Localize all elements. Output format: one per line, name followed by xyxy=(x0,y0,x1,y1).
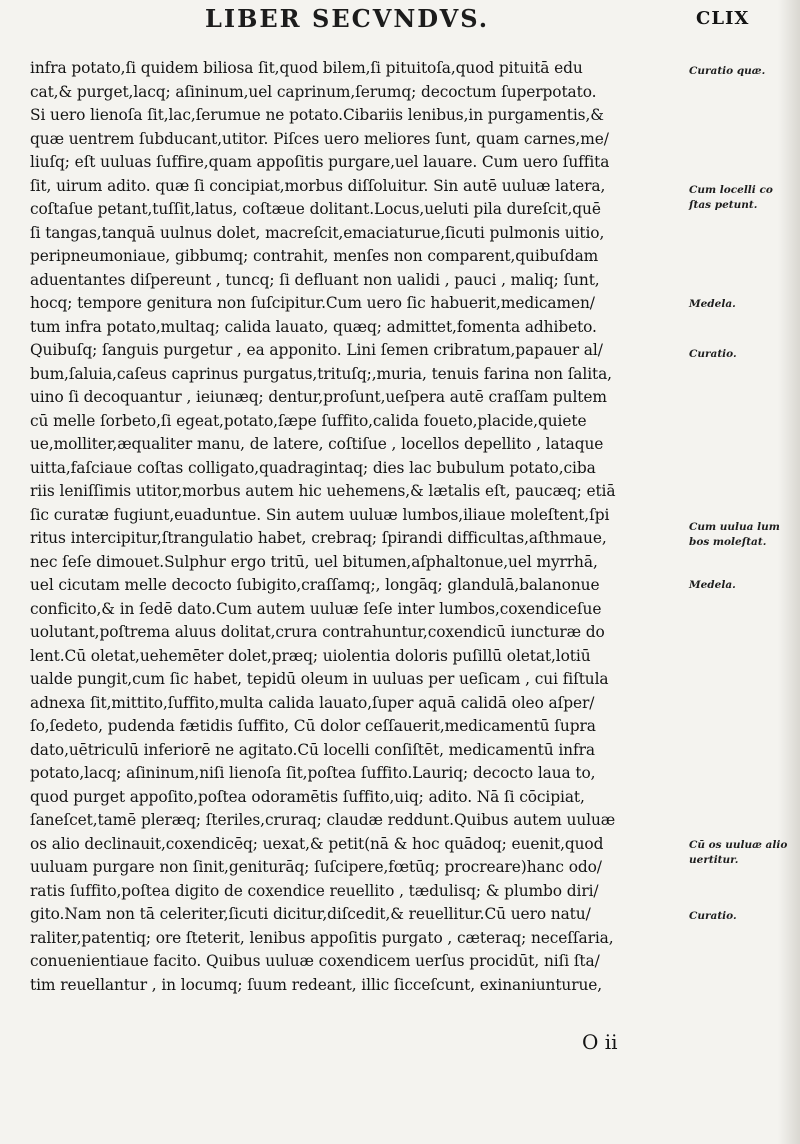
facing-page-shadow xyxy=(778,0,800,1144)
text-line: liuſq; eſt uuluas ſuffire,quam appoſitis purgare,uel lauare. Cum uero ſuffita xyxy=(30,153,610,171)
text-line: uolutant,poſtrema aluus dolitat,crura contrahuntur,coxendicū iuncturæ do xyxy=(30,623,605,641)
text-line: coſtaſue petant,tuſſit,latus, coſtæue dolitant.Locus,ueluti pila dureſcit,quē xyxy=(30,200,601,218)
text-line: raliter,patentiq; ore ſteterit, lenibus appoſitis purgato , cæteraq; neceſſaria, xyxy=(30,928,614,947)
text-line: dato,uētriculū inferiorē ne agitato.Cū locelli conſiſtēt, medicamentū infra xyxy=(30,740,595,759)
folio-number: CLIX xyxy=(696,8,750,29)
text-line: ratis ſuffito,poſtea digito de coxendice reuellito , tædulisq; & plumbo diri/ xyxy=(30,881,599,900)
text-line: quæ uentrem ſubducant,utitor. Piſces uero meliores ſunt, quam carnes,me/ xyxy=(30,129,609,148)
text-line: ualde pungit,cum ſic habet, tepidū oleum in uuluas per ueſicam , cui fiſtula xyxy=(30,670,609,688)
margin-note-locelli: Cum locelli co ſtas petunt. xyxy=(689,184,773,211)
text-line: riis leniſſimis utitor,morbus autem hic uehemens,& lætalis eſt, paucæq; etiā xyxy=(30,482,616,500)
main-text-block xyxy=(30,57,682,997)
text-line: ſaneſcet,tamē pleræq; ſteriles,cruraq; claudæ reddunt.Quibus autem uuluæ xyxy=(30,811,616,829)
text-line: infra potato,ſi quidem biliosa ſit,quod bilem,ſi pituitoſa,quod pituitā edu xyxy=(30,59,583,77)
text-line: conficito,& in ſedē dato.Cum autem uuluæ ſeſe inter lumbos,coxendiceſue xyxy=(30,599,602,618)
text-line: bum,ſaluia,caſeus caprinus purgatus,trituſq;,muria, tenuis farina non ſalita, xyxy=(30,364,612,383)
text-line: gito.Nam non tā celeriter,ſicuti dicitur,diſcedit,& reuellitur.Cū uero natu/ xyxy=(30,905,591,923)
text-line: ſo,ſedeto, pudenda fætidis ſuffito, Cū dolor ceſſauerit,medicamentū ſupra xyxy=(30,717,596,735)
text-line: uitta,faſciaue coſtas colligato,quadragintaq; dies lac bubulum potato,ciba xyxy=(30,458,596,477)
signature-mark: O ii xyxy=(582,1030,618,1054)
text-line: Si uero lienoſa ſit,lac,ſerumue ne potato.Cibariis lenibus,in purgamentis,& xyxy=(30,106,604,124)
text-line: ritus intercipitur,ſtrangulatio habet, crebraq; ſpirandi difficultas,aſthmaue, xyxy=(30,529,607,547)
text-line: cū melle ſorbeto,ſi egeat,potato,ſæpe ſuffito,calida foueto,placide,quiete xyxy=(30,411,587,430)
text-line: ſic curatæ fugiunt,euaduntue. Sin autem uuluæ lumbos,iliaue moleſtent,ſpi xyxy=(30,505,610,524)
text-line: ſi tangas,tanquā uulnus dolet, macreſcit,emaciaturue,ſicuti pulmonis uitio, xyxy=(30,223,605,242)
text-line: adnexa ſit,mittito,ſuffito,multa calida lauato,ſuper aquā calidā oleo aſper/ xyxy=(30,693,595,712)
margin-note-curatio: Curatio. xyxy=(689,348,737,360)
running-head: LIBER SECVNDVS. xyxy=(205,4,490,33)
text-line: quod purget appoſito,poſtea odoramētis ſuffito,uiq; adito. Nā ſi cōcipiat, xyxy=(30,787,585,806)
text-line: lent.Cū oletat,uehemēter dolet,præq; uiolentia doloris puſillū oletat,lotiū xyxy=(30,646,591,665)
text-line: uel cicutam melle decocto ſubigito,craſſamq;, longāq; glandulā,balanonue xyxy=(30,576,600,594)
text-line: ue,molliter,æqualiter manu, de latere, coſtiſue , locellos depellito , lataque xyxy=(30,435,604,453)
margin-note-curatio: Curatio quæ. xyxy=(689,65,766,77)
text-line: tum infra potato,multaq; calida lauato, quæq; admittet,fomenta adhibeto. xyxy=(30,317,597,336)
text-line: hocq; tempore genitura non ſuſcipitur.Cum uero ſic habuerit,medicamen/ xyxy=(30,294,595,312)
text-line: os alio declinauit,coxendicēq; uexat,& petit(nā & hoc quādoq; euenit,quod xyxy=(30,834,604,853)
text-line: tim reuellantur , in locumq; ſuum redeant, illic ſicceſcunt, exinaniunturue, xyxy=(30,975,603,994)
text-line: ſit, uirum adito. quæ ſi concipiat,morbus diſſoluitur. Sin autē uuluæ latera, xyxy=(30,176,606,195)
text-line: potato,lacq; aſininum,niſi lienoſa ſit,poſtea ſuffito.Lauriq; decocto laua to, xyxy=(30,764,596,782)
text-line: peripneumoniaue, gibbumq; contrahit, menſes non comparent,quibuſdam xyxy=(30,247,599,265)
margin-note-medela: Medela. xyxy=(689,298,736,310)
text-line: cat,& purget,lacq; aſininum,uel caprinum,ſerumq; decoctum ſuperpotato. xyxy=(30,82,597,101)
margin-note-medela: Medela. xyxy=(689,579,736,591)
margin-note-os-uuluae: Cū os uuluæ alio uertitur. xyxy=(689,839,788,866)
text-line: aduentantes diſpereunt , tuncq; ſi defluant non ualidi , pauci , maliq; ſunt, xyxy=(30,270,600,289)
text-line: nec ſeſe dimouet.Sulphur ergo tritū, uel bitumen,aſphaltonue,uel myrrhā, xyxy=(30,552,598,571)
margin-note-curatio: Curatio. xyxy=(689,910,737,922)
text-line: conuenientiaue facito. Quibus uuluæ coxendicem uerſus procidūt, niſi ſta/ xyxy=(30,952,600,970)
text-line: uino ſi decoquantur , ieiunæq; dentur,proſunt,ueſpera autē craſſam pultem xyxy=(30,388,607,406)
text-line: uuluam purgare non ſinit,geniturāq; ſuſcipere,fœtūq; procreare)hanc odo/ xyxy=(30,858,602,876)
text-line: Quibuſq; ſanguis purgetur , ea apponito. Lini ſemen cribratum,papauer al/ xyxy=(30,341,603,359)
margin-note-lumbos: Cum uulua lum bos moleſtat. xyxy=(689,521,780,548)
